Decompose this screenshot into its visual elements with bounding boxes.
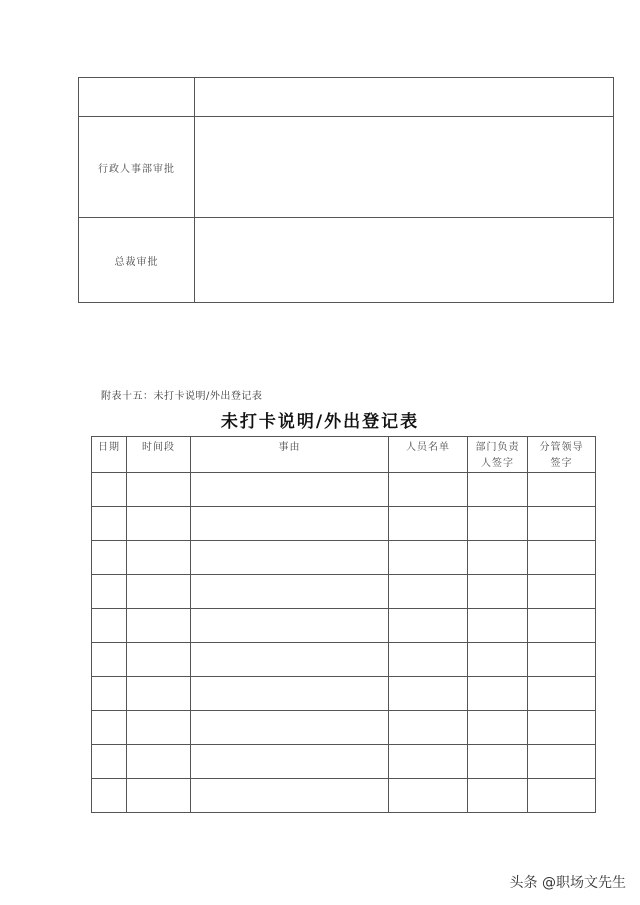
form-title: 未打卡说明/外出登记表 [220, 412, 420, 432]
log-cell[interactable] [127, 609, 191, 643]
log-cell[interactable] [528, 541, 596, 575]
ceo-approval-field[interactable] [195, 218, 614, 303]
log-cell[interactable] [389, 643, 468, 677]
log-row [92, 609, 596, 643]
log-table [91, 436, 596, 813]
log-cell[interactable] [528, 677, 596, 711]
log-cell[interactable] [92, 473, 127, 507]
log-row [92, 541, 596, 575]
approval-table [78, 77, 614, 303]
log-cell[interactable] [468, 643, 528, 677]
log-cell[interactable] [127, 745, 191, 779]
log-cell[interactable] [528, 507, 596, 541]
log-cell[interactable] [528, 711, 596, 745]
log-cell[interactable] [191, 677, 389, 711]
log-row [92, 711, 596, 745]
log-cell[interactable] [127, 473, 191, 507]
log-cell[interactable] [389, 507, 468, 541]
approval-row [79, 218, 614, 303]
approval-field[interactable] [195, 78, 614, 117]
log-row [92, 745, 596, 779]
log-cell[interactable] [389, 677, 468, 711]
log-cell[interactable] [528, 609, 596, 643]
log-body [92, 473, 596, 813]
log-cell[interactable] [191, 473, 389, 507]
log-cell[interactable] [191, 711, 389, 745]
log-cell[interactable] [191, 609, 389, 643]
log-cell[interactable] [528, 745, 596, 779]
header-personnel: 人员名单 [389, 437, 468, 473]
log-cell[interactable] [468, 745, 528, 779]
log-cell[interactable] [127, 677, 191, 711]
log-cell[interactable] [191, 643, 389, 677]
log-cell[interactable] [389, 575, 468, 609]
log-cell[interactable] [127, 643, 191, 677]
log-cell[interactable] [468, 473, 528, 507]
log-cell[interactable] [191, 507, 389, 541]
header-time-period: 时间段 [127, 437, 191, 473]
header-dept-head-sign: 部门负责人签字 [468, 437, 528, 473]
log-cell[interactable] [92, 745, 127, 779]
log-row [92, 779, 596, 813]
header-supervisor-sign: 分管领导签字 [528, 437, 596, 473]
log-cell[interactable] [389, 473, 468, 507]
approval-row [79, 117, 614, 218]
approval-row [79, 78, 614, 117]
hr-approval-label: 行政人事部审批 [79, 117, 195, 218]
log-cell[interactable] [468, 779, 528, 813]
log-cell[interactable] [528, 643, 596, 677]
appendix-caption: 附表十五：未打卡说明/外出登记表 [101, 391, 263, 402]
log-cell[interactable] [92, 575, 127, 609]
log-cell[interactable] [389, 745, 468, 779]
log-cell[interactable] [468, 711, 528, 745]
log-cell[interactable] [191, 779, 389, 813]
log-cell[interactable] [468, 609, 528, 643]
log-cell[interactable] [468, 541, 528, 575]
log-row [92, 507, 596, 541]
approval-label [79, 78, 195, 117]
log-cell[interactable] [92, 609, 127, 643]
log-cell[interactable] [127, 507, 191, 541]
header-reason: 事由 [191, 437, 389, 473]
log-cell[interactable] [468, 575, 528, 609]
log-cell[interactable] [389, 779, 468, 813]
log-cell[interactable] [389, 609, 468, 643]
log-cell[interactable] [127, 779, 191, 813]
hr-approval-field[interactable] [195, 117, 614, 218]
log-cell[interactable] [191, 541, 389, 575]
log-header-row [92, 437, 596, 473]
ceo-approval-label: 总裁审批 [79, 218, 195, 303]
log-cell[interactable] [528, 575, 596, 609]
log-cell[interactable] [127, 575, 191, 609]
log-row [92, 575, 596, 609]
log-cell[interactable] [92, 643, 127, 677]
header-date: 日期 [92, 437, 127, 473]
log-cell[interactable] [127, 711, 191, 745]
log-row [92, 473, 596, 507]
log-cell[interactable] [92, 541, 127, 575]
log-cell[interactable] [528, 473, 596, 507]
log-cell[interactable] [127, 541, 191, 575]
watermark: 头条 @职场文先生 [509, 875, 626, 891]
log-row [92, 643, 596, 677]
log-cell[interactable] [528, 779, 596, 813]
log-cell[interactable] [468, 677, 528, 711]
log-cell[interactable] [92, 507, 127, 541]
log-cell[interactable] [468, 507, 528, 541]
log-row [92, 677, 596, 711]
log-cell[interactable] [92, 677, 127, 711]
log-cell[interactable] [191, 745, 389, 779]
log-cell[interactable] [92, 711, 127, 745]
log-cell[interactable] [389, 541, 468, 575]
log-cell[interactable] [92, 779, 127, 813]
log-cell[interactable] [389, 711, 468, 745]
log-cell[interactable] [191, 575, 389, 609]
